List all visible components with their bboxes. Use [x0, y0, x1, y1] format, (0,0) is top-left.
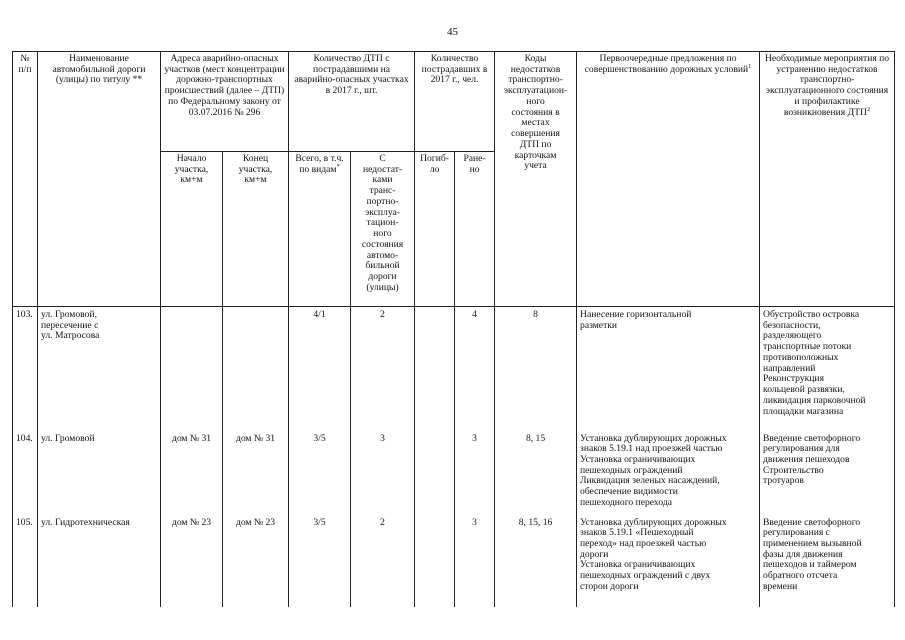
row-road: ул. Гидротехническая: [38, 515, 161, 607]
row-injured: 3: [455, 431, 495, 515]
row-end: [223, 307, 289, 431]
row-start: дом № 31: [161, 431, 223, 515]
row-codes: 8, 15, 16: [495, 515, 577, 607]
table-row: [13, 431, 895, 515]
header-road: Наименование автомобильной дороги (улицы) по титулу **: [38, 52, 161, 307]
header-dtp-total: Всего, в т.ч. по видам*: [289, 152, 351, 307]
row-measures: Обустройство островка безопасности, разделяющего транспортные потоки противоположных направлений Реконструкция кольцевой развязки, ликвидация парковочной площадки магазина: [760, 307, 895, 431]
row-proposals: Установка дублирующих дорожных знаков 5.19.1 над проезжей частью Установка ограничивающих пешеходных ограждений Ликвидация зеленых насаждений, обеспечение видимости пешеходного перехода: [577, 431, 760, 515]
row-road: ул. Громовой, пересечение с ул. Матросова: [38, 307, 161, 431]
row-road: ул. Громовой: [38, 431, 161, 515]
row-defects: 2: [351, 307, 415, 431]
header-victims: Количество пострадавших в 2017 г., чел.: [415, 52, 495, 152]
row-killed: [415, 307, 455, 431]
row-defects: 2: [351, 515, 415, 607]
header-num: № п/п: [13, 52, 38, 307]
row-num: 103.: [13, 307, 38, 431]
row-proposals: Установка дублирующих дорожных знаков 5.19.1 «Пешеходный переход» над проезжей частью дороги Установка ограничивающих пешеходных ограждений с двух сторон дороги: [577, 515, 760, 607]
row-proposals: Нанесение горизонтальной разметки: [577, 307, 760, 431]
row-codes: 8, 15: [495, 431, 577, 515]
table-row: [13, 307, 895, 431]
row-injured: 3: [455, 515, 495, 607]
header-dtp-defects: С недостат- ками транс- портно- эксплуа- тацион- ного состояния автомо- бильной дороги (улицы): [351, 152, 415, 307]
header-start: Начало участка, км+м: [161, 152, 223, 307]
row-measures: Введение светофорного регулирования с применением вызывной фазы для движения пешеходов и таймером обратного отсчета времени: [760, 515, 895, 607]
row-num: 104.: [13, 431, 38, 515]
row-total: 3/5: [289, 431, 351, 515]
row-total: 4/1: [289, 307, 351, 431]
header-killed: Погиб- ло: [415, 152, 455, 307]
row-killed: [415, 431, 455, 515]
header-dtp-count: Количество ДТП с пострадавшими на аварийно-опасных участках в 2017 г., шт.: [289, 52, 415, 152]
header-address: Адреса аварийно-опасных участков (мест концентрации дорожно-транспортных происшествий (далее – ДТП) по Федеральному закону от 03.07.2016 № 296: [161, 52, 289, 152]
row-end: дом № 31: [223, 431, 289, 515]
table-row: [13, 515, 895, 607]
row-defects: 3: [351, 431, 415, 515]
accident-sites-table: [12, 51, 895, 607]
header-injured: Ране- но: [455, 152, 495, 307]
row-start: [161, 307, 223, 431]
row-codes: 8: [495, 307, 577, 431]
row-end: дом № 23: [223, 515, 289, 607]
row-total: 3/5: [289, 515, 351, 607]
header-codes: Коды недостатков транспортно- эксплуатацион- ного состояния в местах совершения ДТП по карточкам учета: [495, 52, 577, 307]
row-num: 105.: [13, 515, 38, 607]
header-end: Конец участка, км+м: [223, 152, 289, 307]
header-measures: Необходимые мероприятия по устранению недостатков транспортно-эксплуатационного состояния и профилактике возникновения ДТП$^2$: [760, 52, 895, 307]
row-start: дом № 23: [161, 515, 223, 607]
row-killed: [415, 515, 455, 607]
header-proposals: Первоочередные предложения по совершенствованию дорожных условий$^1$: [577, 52, 760, 307]
page-number: 45: [447, 26, 458, 38]
row-measures: Введение светофорного регулирования для движения пешеходов Строительство тротуаров: [760, 431, 895, 515]
row-injured: 4: [455, 307, 495, 431]
